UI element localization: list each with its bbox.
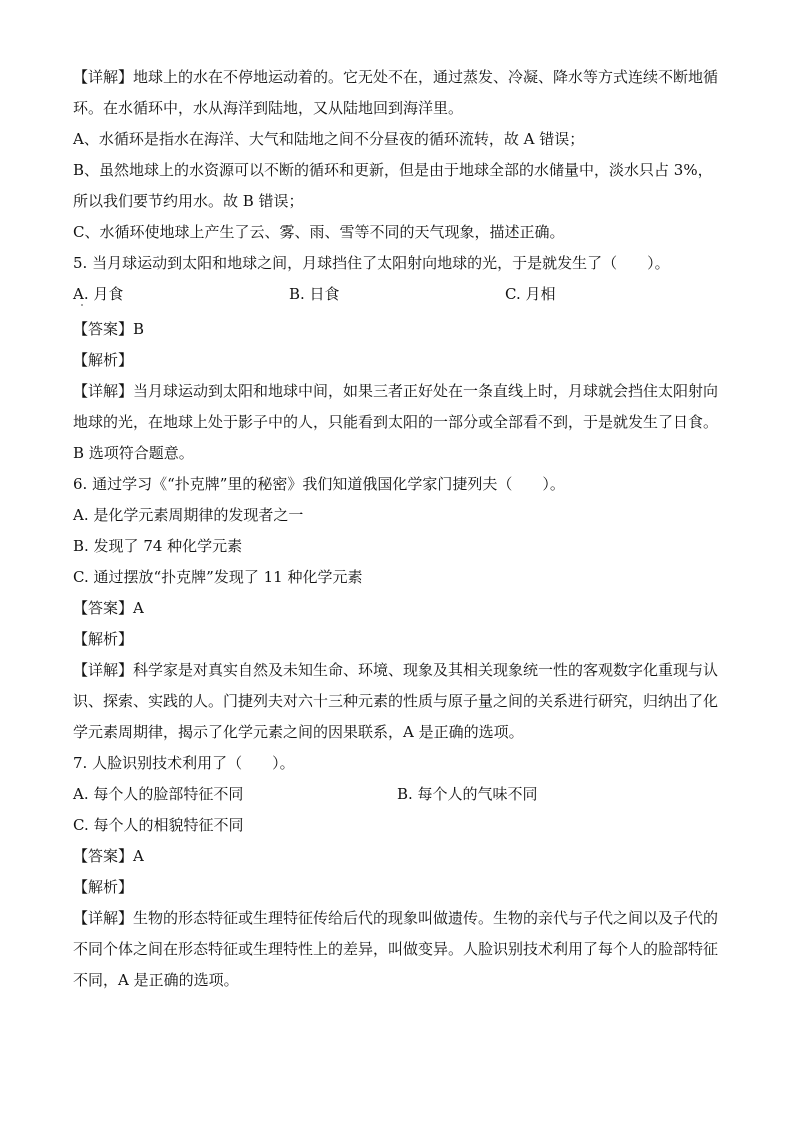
q5-answer: 【答案】B [73,320,145,338]
question-6-stem: 6. 通过学习《“扑克牌”里的秘密》我们知道俄国化学家门捷列夫（ ）。 [73,475,565,493]
detail-paragraph: 【详解】地球上的水在不停地运动着的。它无处不在，通过蒸发、冷凝、降水等方式连续不断地循环。在水循环中，水从海洋到陆地，又从陆地回到海洋里。 [73,68,719,117]
explanation-c: C、水循环使地球上产生了云、雾、雨、雪等不同的天气现象，描述正确。 [73,223,565,241]
q7-detail: 【详解】生物的形态特征或生理特征传给后代的现象叫做遗传。生物的亲代与子代之间以及子代的不同个体之间在形态特征或生理特性上的差异，叫做变异。人脸识别技术利用了每个人的脸部特征不同，A 是正确的选项。 [73,909,719,989]
q6-option-b: B. 发现了 74 种化学元素 [73,537,243,555]
explanation-a: A、水循环是指水在海洋、大气和陆地之间不分昼夜的循环流转，故 A 错误； [73,130,585,148]
question-7-stem: 7. 人脸识别技术利用了（ ）。 [73,754,295,772]
explanation-b: B、虽然地球上的水资源可以不断的循环和更新，但是由于地球全部的水储量中，淡水只占 3%，所以我们要节约用水。故 B 错误； [73,161,713,210]
q7-option-b: B. 每个人的气味不同 [397,785,538,803]
q6-option-a: A. 是化学元素周期律的发现者之一 [73,506,304,524]
question-5-options [73,279,723,310]
q7-option-a: A. 每个人的脸部特征不同 [73,785,244,803]
q5-detail: 【详解】当月球运动到太阳和地球中间，如果三者正好处在一条直线上时，月球就会挡住太阳射向地球的光，在地球上处于影子中的人，只能看到太阳的一部分或全部看不到，于是就发生了日食。B 选项符合题意。 [73,382,719,462]
q7-analysis-label: 【解析】 [73,878,134,896]
q5-option-a: A. 月食 [73,285,124,303]
q6-option-c: C. 通过摆放“扑克牌”发现了 11 种化学元素 [73,568,363,586]
q6-detail: 【详解】科学家是对真实自然及未知生命、环境、现象及其相关现象统一性的客观数字化重现与认识、探索、实践的人。门捷列夫对六十三种元素的性质与原子量之间的关系进行研究，归纳出了化学元素周期律，揭示了化学元素之间的因果联系，A 是正确的选项。 [73,661,719,741]
q6-answer: 【答案】A [73,599,144,617]
q5-option-c: C. 月相 [505,285,556,303]
q7-option-c: C. 每个人的相貌特征不同 [73,816,244,834]
q7-answer: 【答案】A [73,847,144,865]
document-page [73,62,723,996]
question-7-options [73,779,723,810]
q5-option-b: B. 日食 [289,285,340,303]
question-5-stem: 5. 当月球运动到太阳和地球之间，月球挡住了太阳射向地球的光，于是就发生了（ ）。 [73,254,670,272]
q5-analysis-label: 【解析】 [73,351,134,369]
q6-analysis-label: 【解析】 [73,630,134,648]
